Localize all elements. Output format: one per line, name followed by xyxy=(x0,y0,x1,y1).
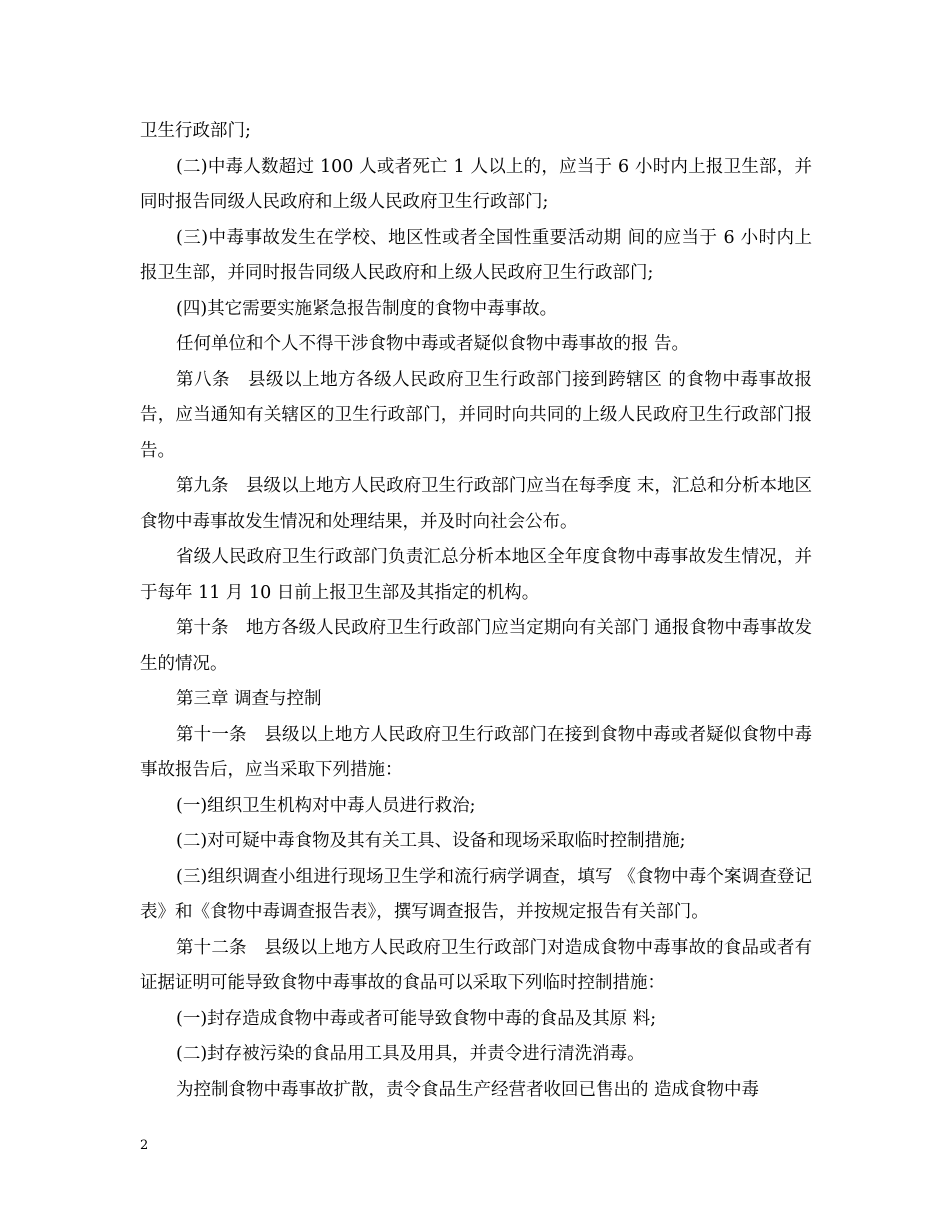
article-11: 第十一条 县级以上地方人民政府卫生行政部门在接到食物中毒或者疑似食物中毒事故报告后，应当采取下列措施： xyxy=(140,724,812,780)
chapter-heading: 第三章 调查与控制 xyxy=(176,689,322,709)
list-item: (一)组织卫生机构对中毒人员进行救治; xyxy=(176,795,476,816)
article-10: 第十条 地方各级人民政府卫生行政部门应当定期向有关部门 通报食物中毒事故发生的情况。 xyxy=(140,618,812,674)
article-12: 第十二条 县级以上地方人民政府卫生行政部门对造成食物中毒事故的食品或者有证据证明可能导致食物中毒事故的食品可以采取下列临时控制措施： xyxy=(140,937,812,993)
list-item: (三)组织调查小组进行现场卫生学和流行病学调查，填写 《食物中毒个案调查登记表》和《食物中毒调查报告表》，撰写调查报告，并按规定报告有关部门。 xyxy=(140,866,812,922)
paragraph: 任何单位和个人不得干涉食物中毒或者疑似食物中毒事故的报 告。 xyxy=(176,334,690,354)
article-9: 第九条 县级以上地方人民政府卫生行政部门应当在每季度 末，汇总和分析本地区食物中毒事故发生情况和处理结果，并及时向社会公布。 xyxy=(140,476,812,532)
list-item: (二)对可疑中毒食物及其有关工具、设备和现场采取临时控制措施; xyxy=(176,831,686,851)
page-number: 2 xyxy=(140,1138,149,1153)
list-item: (一)封存造成食物中毒或者可能导致食物中毒的食品及其原 料; xyxy=(176,1008,657,1029)
article-8: 第八条 县级以上地方各级人民政府卫生行政部门接到跨辖区 的食物中毒事故报告，应当通知有关辖区的卫生行政部门，并同时向共同的上级人民政府卫生行政部门报告。 xyxy=(140,369,812,461)
paragraph: (三)中毒事故发生在学校、地区性或者全国性重要活动期 间的应当于 6 小时内上报卫生部，并同时报告同级人民政府和上级人民政府卫生行政部门; xyxy=(140,227,812,283)
paragraph: 卫生行政部门; xyxy=(140,121,251,141)
paragraph: 为控制食物中毒事故扩散，责令食品生产经营者收回已售出的 造成食物中毒 xyxy=(176,1079,760,1100)
list-item: (二)封存被污染的食品用工具及用具，并责令进行清洗消毒。 xyxy=(176,1044,645,1064)
paragraph: (四)其它需要实施紧急报告制度的食物中毒事故。 xyxy=(176,298,558,319)
paragraph: (二)中毒人数超过 100 人或者死亡 1 人以上的，应当于 6 小时内上报卫生部，并同时报告同级人民政府和上级人民政府卫生行政部门; xyxy=(140,156,812,212)
paragraph: 省级人民政府卫生行政部门负责汇总分析本地区全年度食物中毒事故发生情况，并于每年 11 月 10 日前上报卫生部及其指定的机构。 xyxy=(140,547,812,603)
document-body xyxy=(140,114,812,1108)
